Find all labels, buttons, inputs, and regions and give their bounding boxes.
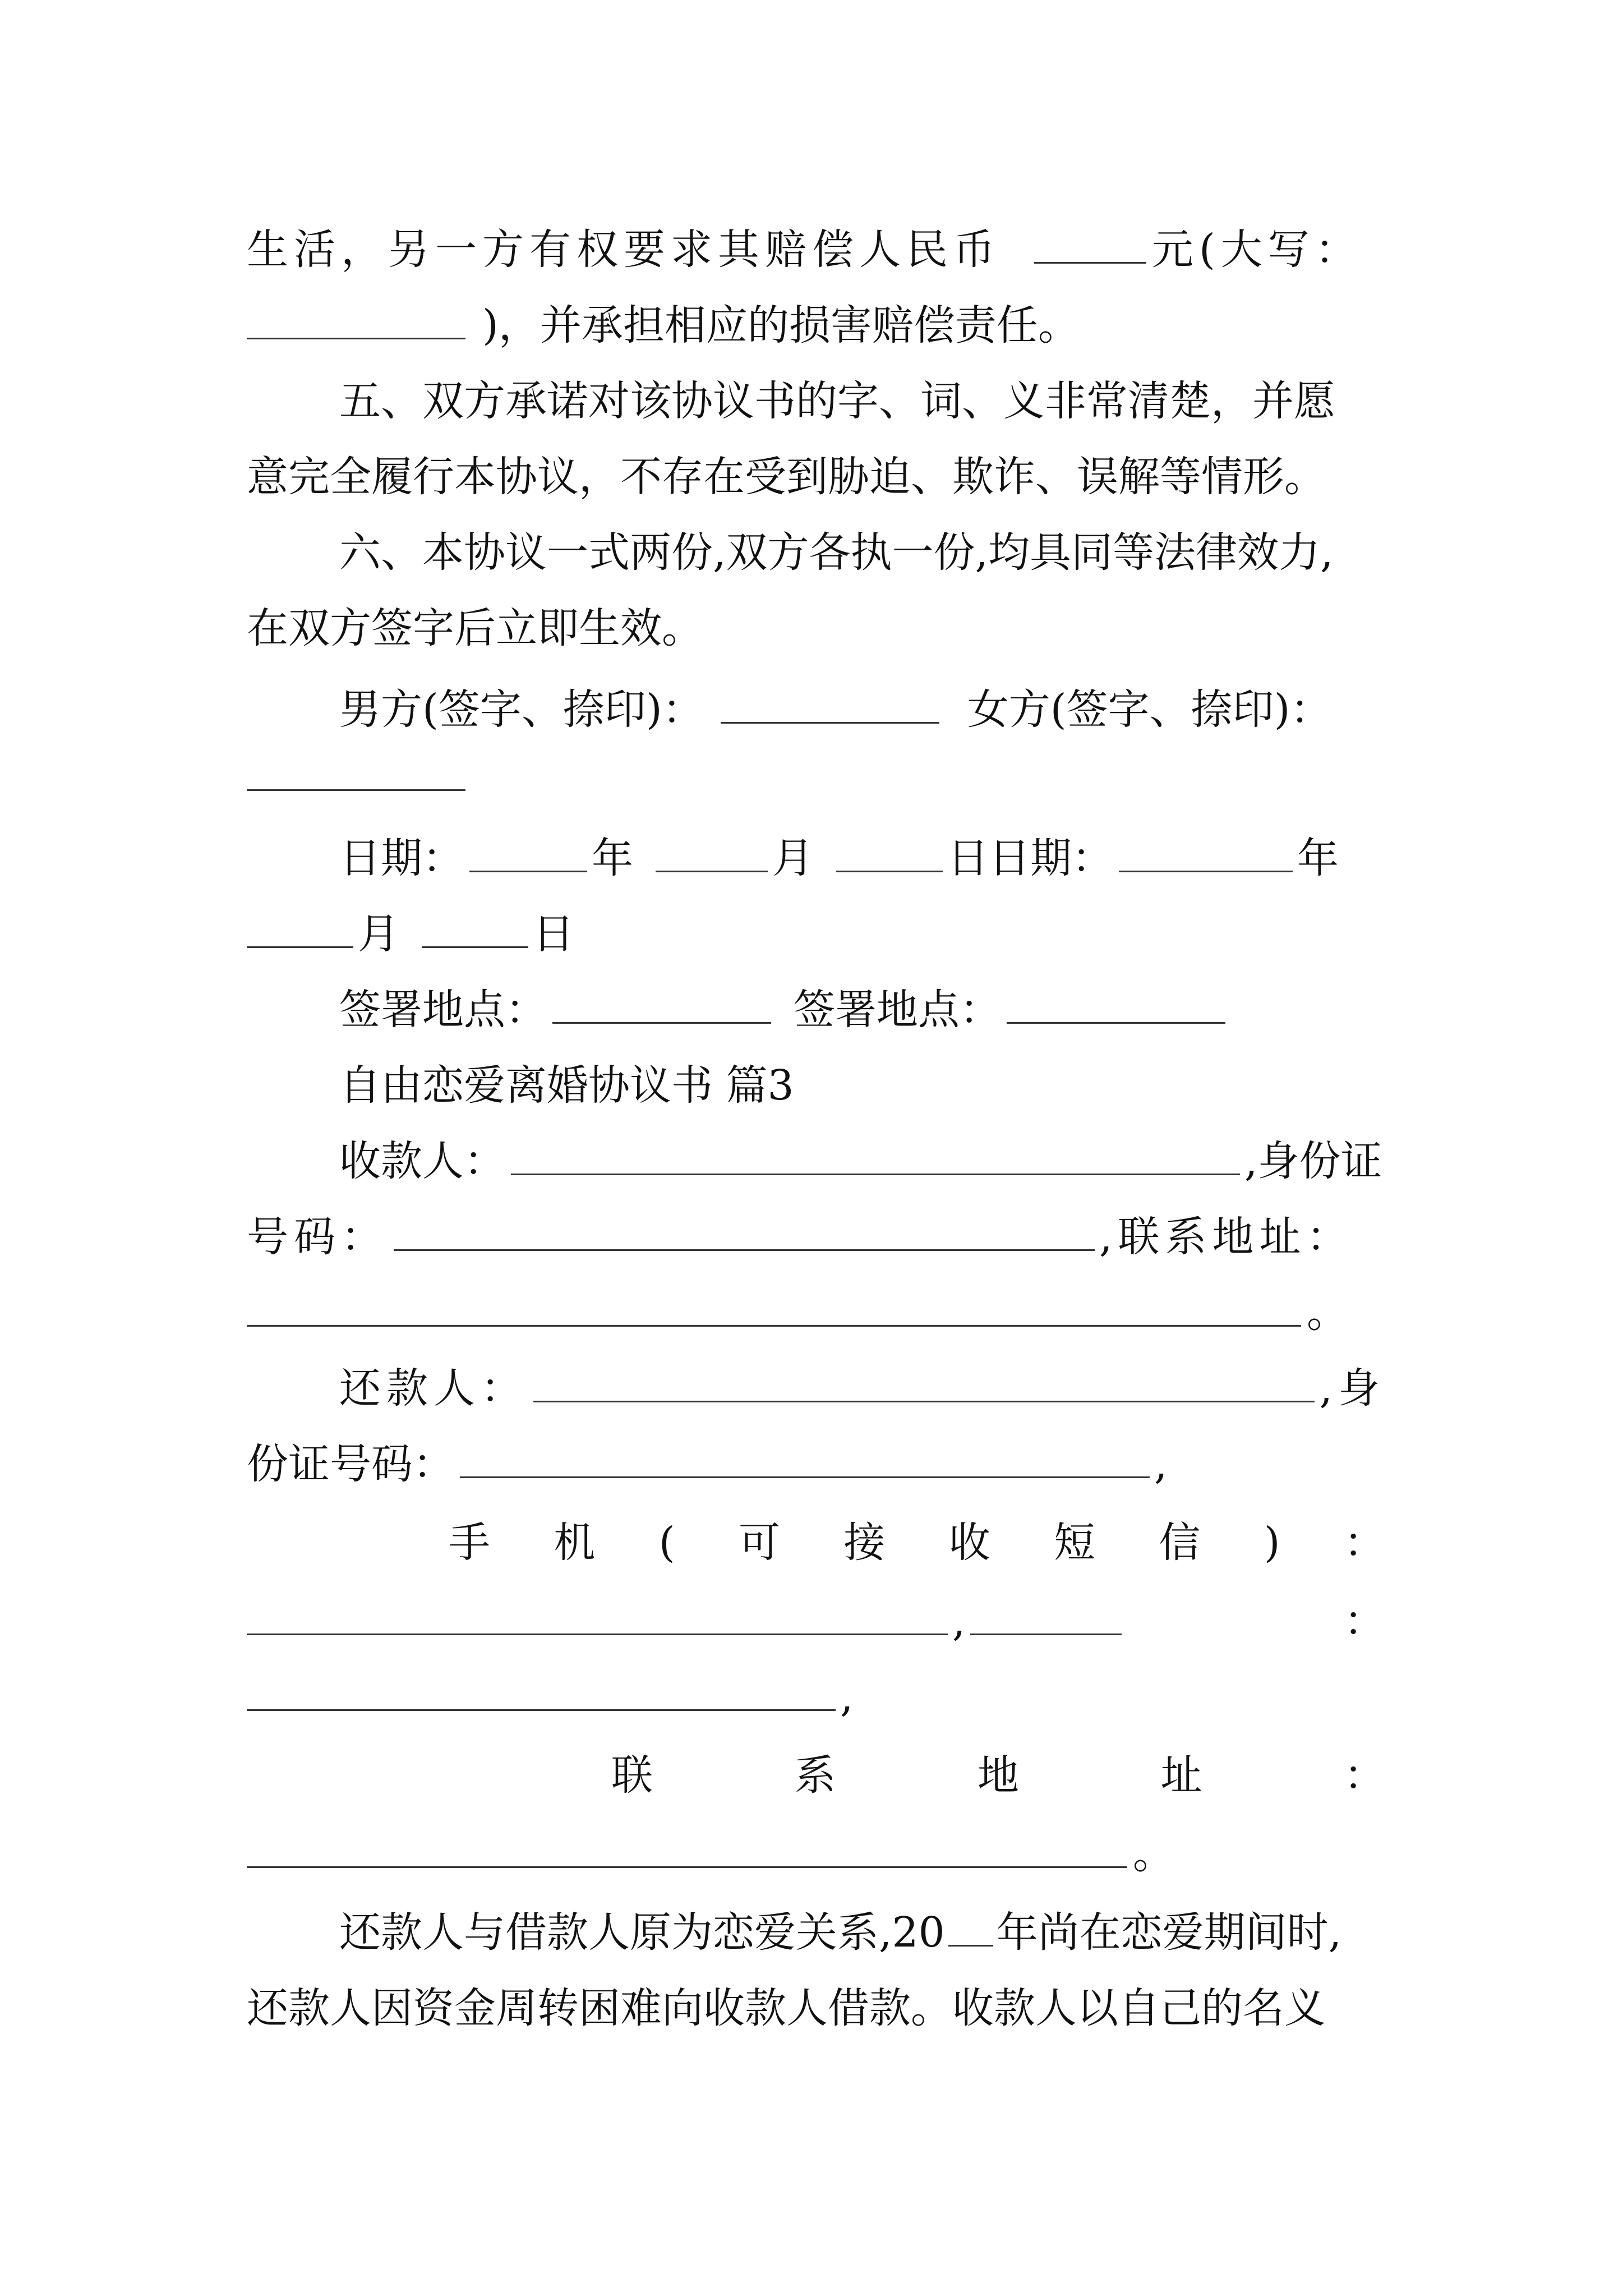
text-line [247, 1826, 1385, 1882]
date-line [339, 830, 1385, 886]
date-line [247, 906, 1385, 962]
place-blank [552, 987, 771, 1024]
signature-line [339, 682, 1385, 738]
text: 接 [843, 1519, 886, 1567]
day-blank [422, 912, 528, 948]
text: , [840, 1673, 854, 1721]
label-repayer: 还款人： [339, 1364, 528, 1412]
text: 还款人与借款人原为恋爱关系,20 [339, 1908, 945, 1957]
year-blank [948, 1910, 993, 1947]
text: 地 [978, 1751, 1019, 1800]
text-line [339, 524, 1385, 581]
text-line [247, 1209, 1385, 1265]
text: 生活，另一方有权要求其赔偿人民币 [247, 226, 1000, 274]
text: 。 [1307, 1289, 1348, 1337]
text-line [339, 1360, 1385, 1416]
text: )，并承担相应的损害赔偿责任。 [482, 301, 1080, 349]
text: 址 [1160, 1751, 1202, 1800]
text: 系 [794, 1751, 836, 1800]
text-line [247, 449, 1385, 505]
id-blank [394, 1214, 1095, 1251]
text-line [247, 222, 1385, 278]
text: 年尚在恋爱期间时, [996, 1908, 1342, 1957]
label-id-number: 号码： [247, 1213, 388, 1261]
text: 手 [449, 1519, 490, 1567]
text: 短 [1054, 1519, 1096, 1567]
text: 月 [772, 834, 814, 882]
text: ,身份证 [1244, 1137, 1382, 1185]
text: , [1154, 1440, 1168, 1488]
male-signature-blank [721, 687, 939, 724]
address-blank [247, 1832, 1127, 1868]
text: ： [1343, 1519, 1385, 1567]
text-line [339, 1133, 1385, 1189]
text: 意完全履行本协议，不存在受到胁迫、欺诈、误解等情形。 [247, 453, 1326, 501]
label-male-signature: 男方(签字、捺印)： [339, 685, 704, 734]
fill-in-blank [1034, 227, 1146, 264]
id-blank [460, 1442, 1150, 1478]
text: ( [658, 1519, 675, 1567]
text: 日日期： [947, 834, 1113, 882]
label-sign-place: 签署地点： [794, 986, 1001, 1034]
text: 收 [948, 1519, 990, 1567]
text: 六、本协议一式两份,双方各执一份,均具同等法律效力, [339, 528, 1334, 577]
text: ,身 [1319, 1364, 1385, 1412]
address-blank [247, 1290, 1301, 1327]
day-blank [836, 836, 943, 872]
text: 元(大写： [1152, 226, 1362, 274]
label-sign-place: 签署地点： [339, 986, 547, 1034]
label-id-number: 份证号码： [247, 1440, 454, 1488]
address-label-line [611, 1747, 1385, 1803]
year-blank [469, 836, 587, 872]
text: 五、双方承诺对该协议书的字、词、义非常清楚，并愿 [339, 377, 1335, 425]
text: 机 [554, 1519, 596, 1567]
section-heading [339, 1057, 1385, 1114]
text: 在双方签字后立即生效。 [247, 604, 703, 652]
text: 日 [533, 910, 574, 958]
label-payee: 收款人： [339, 1137, 505, 1185]
phone-blank [247, 1674, 836, 1711]
month-blank [656, 836, 768, 872]
signature-blank-line [247, 754, 1385, 811]
phone-blank [970, 1599, 1122, 1635]
text: 还款人因资金周转困难向收款人借款。收款人以自己的名义 [247, 1984, 1326, 2032]
text-line [247, 297, 1385, 353]
text: 联 [611, 1751, 653, 1800]
text: 信 [1159, 1519, 1201, 1567]
text: 自由恋爱离婚协议书 篇3 [339, 1061, 794, 1110]
text-line [247, 600, 1385, 656]
text: 年 [1297, 834, 1339, 882]
payee-blank [511, 1139, 1240, 1175]
text: , [952, 1597, 966, 1645]
female-signature-blank [247, 754, 465, 791]
text-line [339, 1904, 1385, 1961]
place-line [339, 982, 1385, 1038]
label-date: 日期： [339, 834, 464, 882]
year-blank [1119, 836, 1293, 872]
phone-label-line [449, 1515, 1385, 1571]
text: 月 [358, 910, 399, 958]
month-blank [247, 912, 353, 948]
text-line [247, 1980, 1385, 2036]
phone-blank [247, 1599, 948, 1635]
text-line [247, 1669, 1385, 1725]
text-line [247, 1593, 1385, 1649]
text: 年 [592, 834, 633, 882]
place-blank [1007, 987, 1225, 1024]
text-line [339, 373, 1385, 429]
text: ： [1344, 1597, 1385, 1645]
text: 可 [738, 1519, 780, 1567]
text: 。 [1133, 1830, 1174, 1878]
text: ,联系地址： [1099, 1213, 1354, 1261]
text: ： [1344, 1751, 1385, 1800]
label-female-signature: 女方(签字、捺印)： [967, 685, 1332, 734]
fill-in-blank [247, 303, 465, 339]
repayer-blank [533, 1366, 1315, 1402]
text: ) [1264, 1519, 1280, 1567]
text-line [247, 1436, 1385, 1492]
text-line [247, 1285, 1385, 1341]
